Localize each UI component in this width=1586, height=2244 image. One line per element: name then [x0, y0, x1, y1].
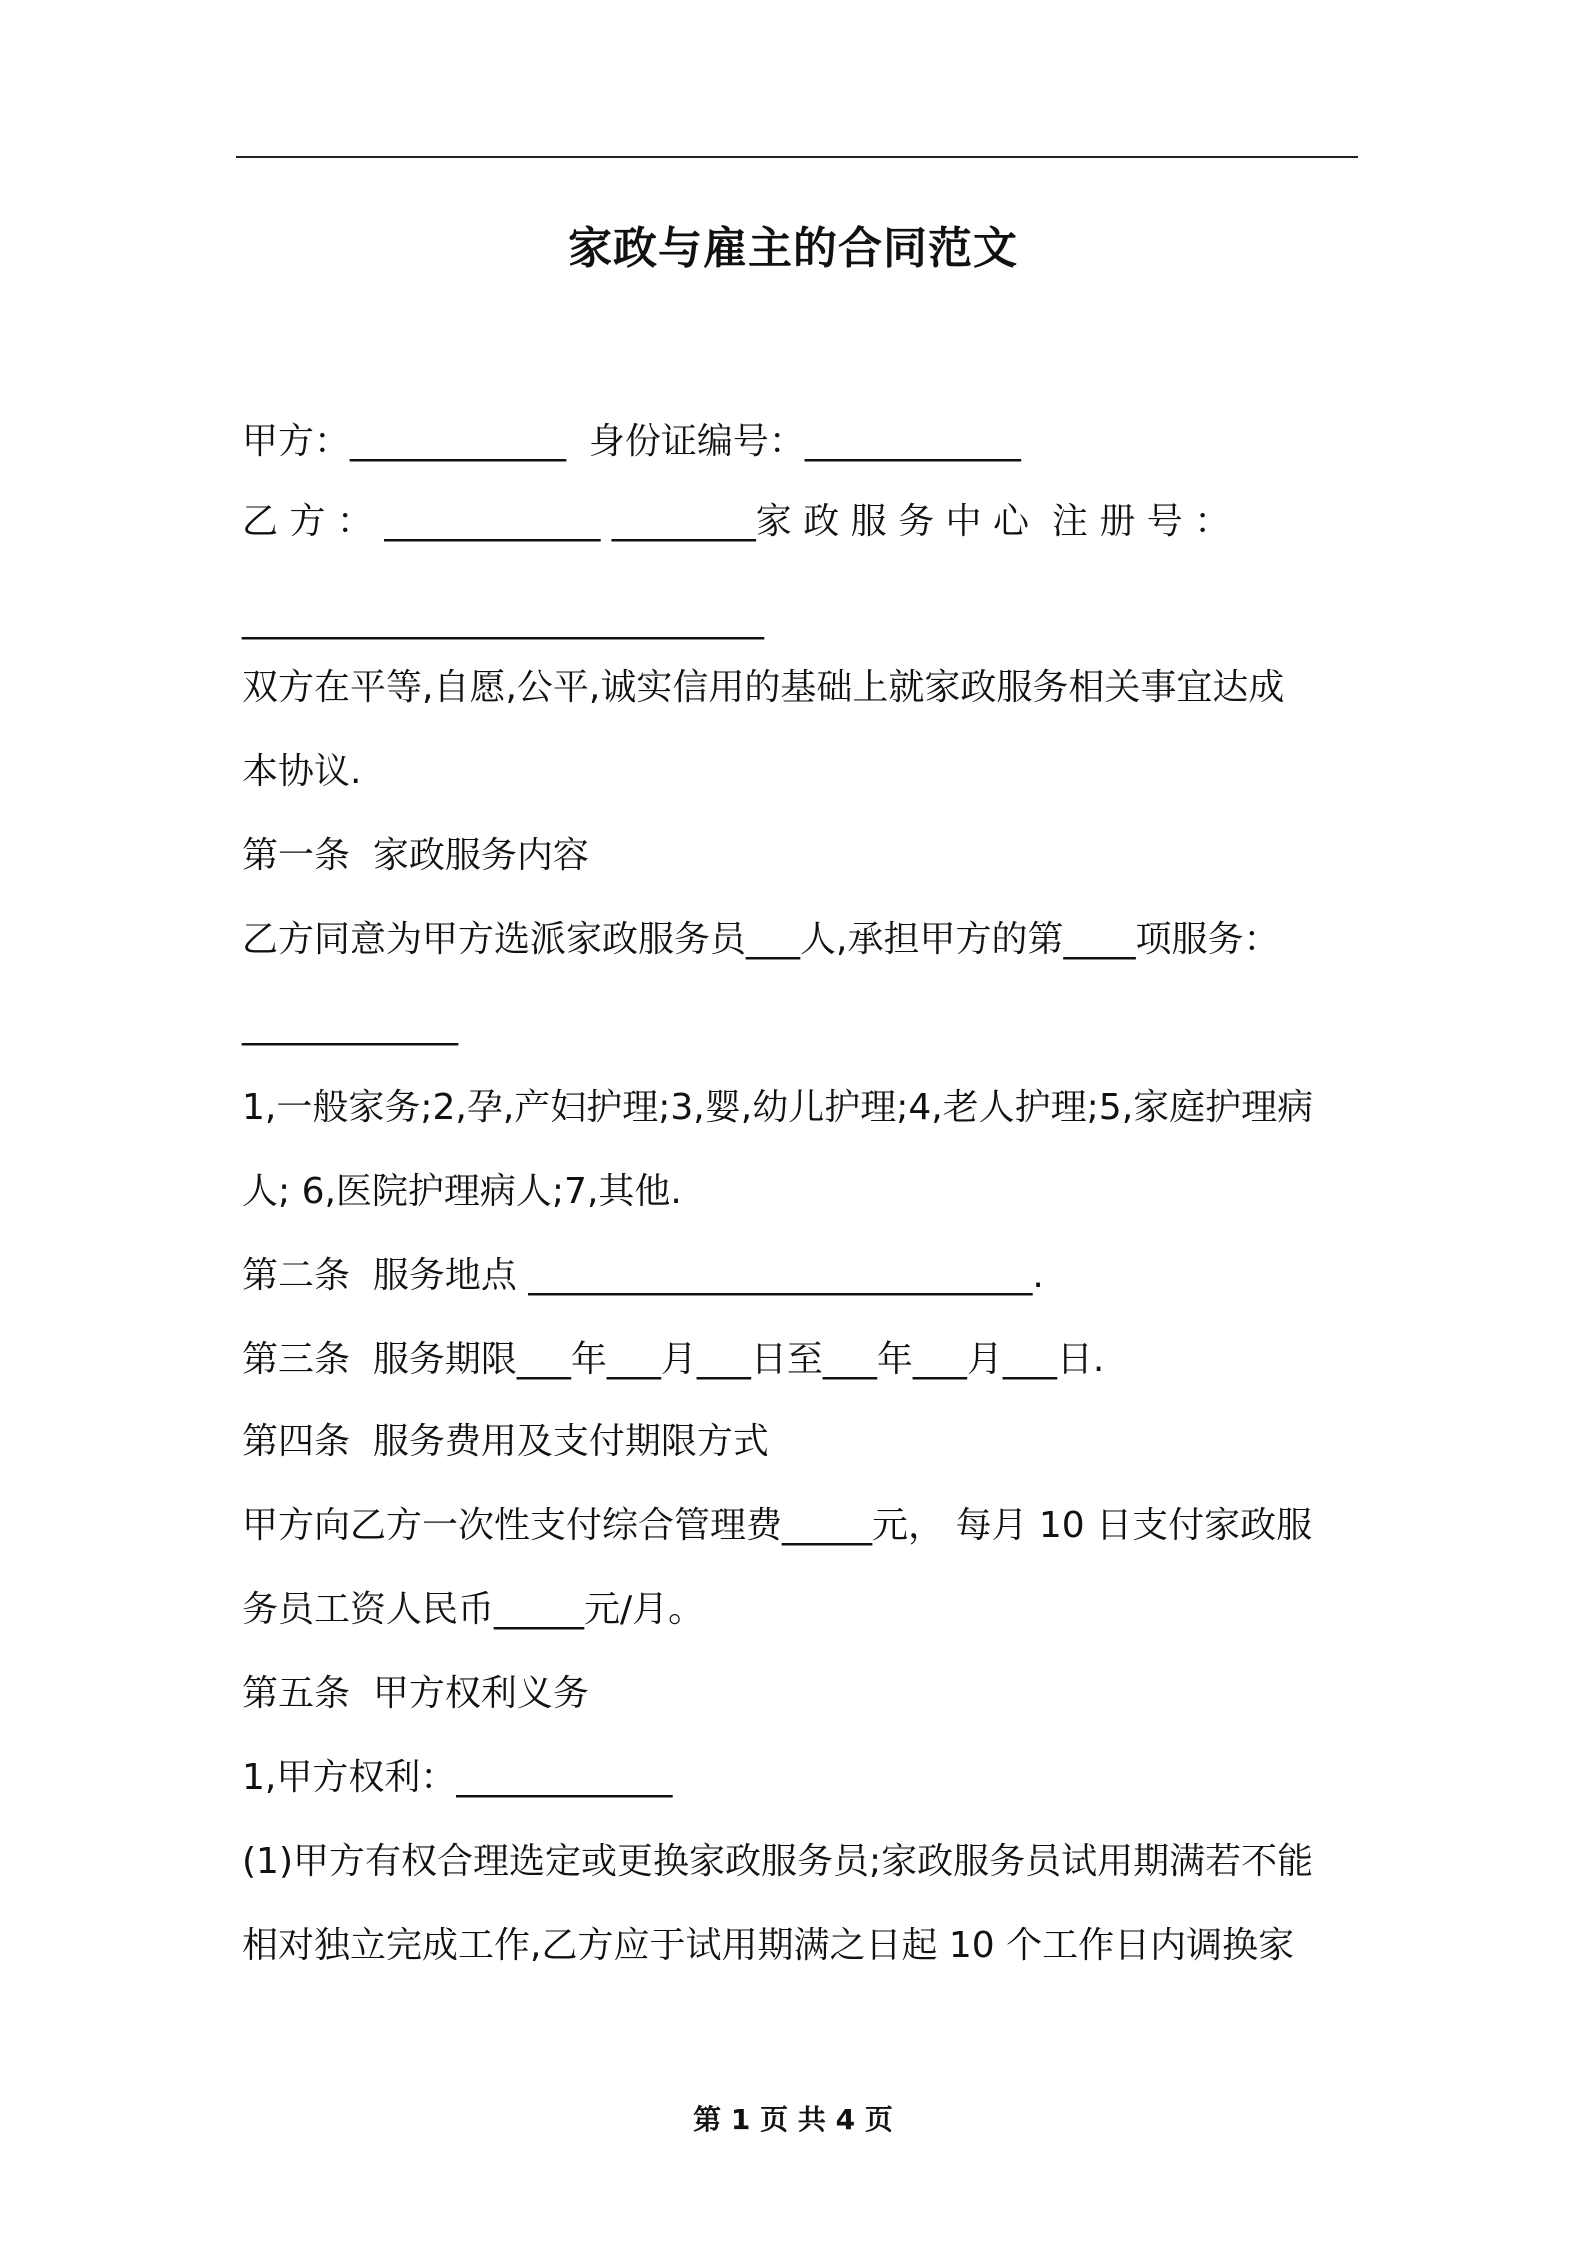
page-footer: 第 1 页 共 4 页 — [693, 2103, 893, 2136]
party-a-rights-line: 1,甲方权利：____________ — [242, 1757, 673, 1798]
service-list-line-1: 1,一般家务;2,孕,产妇护理;3,婴,幼儿护理;4,老人护理;5,家庭护理病 — [242, 1087, 1314, 1128]
header-divider — [236, 156, 1358, 158]
article-5-heading: 第五条 甲方权利义务 — [242, 1673, 589, 1714]
clause-1-line-2: 相对独立完成工作,乙方应于试用期满之日起 10 个工作日内调换家 — [242, 1925, 1295, 1966]
article-1-text-line-1: 乙方同意为甲方选派家政服务员___人,承担甲方的第____项服务： — [242, 919, 1280, 960]
preamble-line-1: 双方在平等,自愿,公平,诚实信用的基础上就家政服务相关事宜达成 — [242, 667, 1285, 708]
article-3-line: 第三条 服务期限___年___月___日至___年___月___日. — [242, 1339, 1105, 1380]
article-1-heading: 第一条 家政服务内容 — [242, 835, 589, 876]
registration-blank-line: _____________________________ — [242, 599, 764, 640]
article-4-heading: 第四条 服务费用及支付期限方式 — [242, 1421, 769, 1462]
clause-1-line-1: (1)甲方有权合理选定或更换家政服务员;家政服务员试用期满若不能 — [242, 1841, 1314, 1882]
article-4-text-line-1: 甲方向乙方一次性支付综合管理费_____元， 每月 10 日支付家政服 — [242, 1505, 1313, 1546]
party-a-line: 甲方：____________ 身份证编号：____________ — [242, 421, 1021, 462]
party-b-line: 乙 方 ： ____________ ________家 政 服 务 中 心 注 册 号 ： — [242, 501, 1231, 542]
article-2-line: 第二条 服务地点 ____________________________. — [242, 1255, 1044, 1296]
document-title: 家政与雇主的合同范文 — [568, 223, 1018, 274]
service-list-line-2: 人; 6,医院护理病人;7,其他. — [242, 1171, 682, 1212]
article-1-blank-line: ____________ — [242, 1005, 458, 1046]
preamble-line-2: 本协议. — [242, 751, 362, 792]
article-4-text-line-2: 务员工资人民币_____元/月。 — [242, 1589, 705, 1630]
